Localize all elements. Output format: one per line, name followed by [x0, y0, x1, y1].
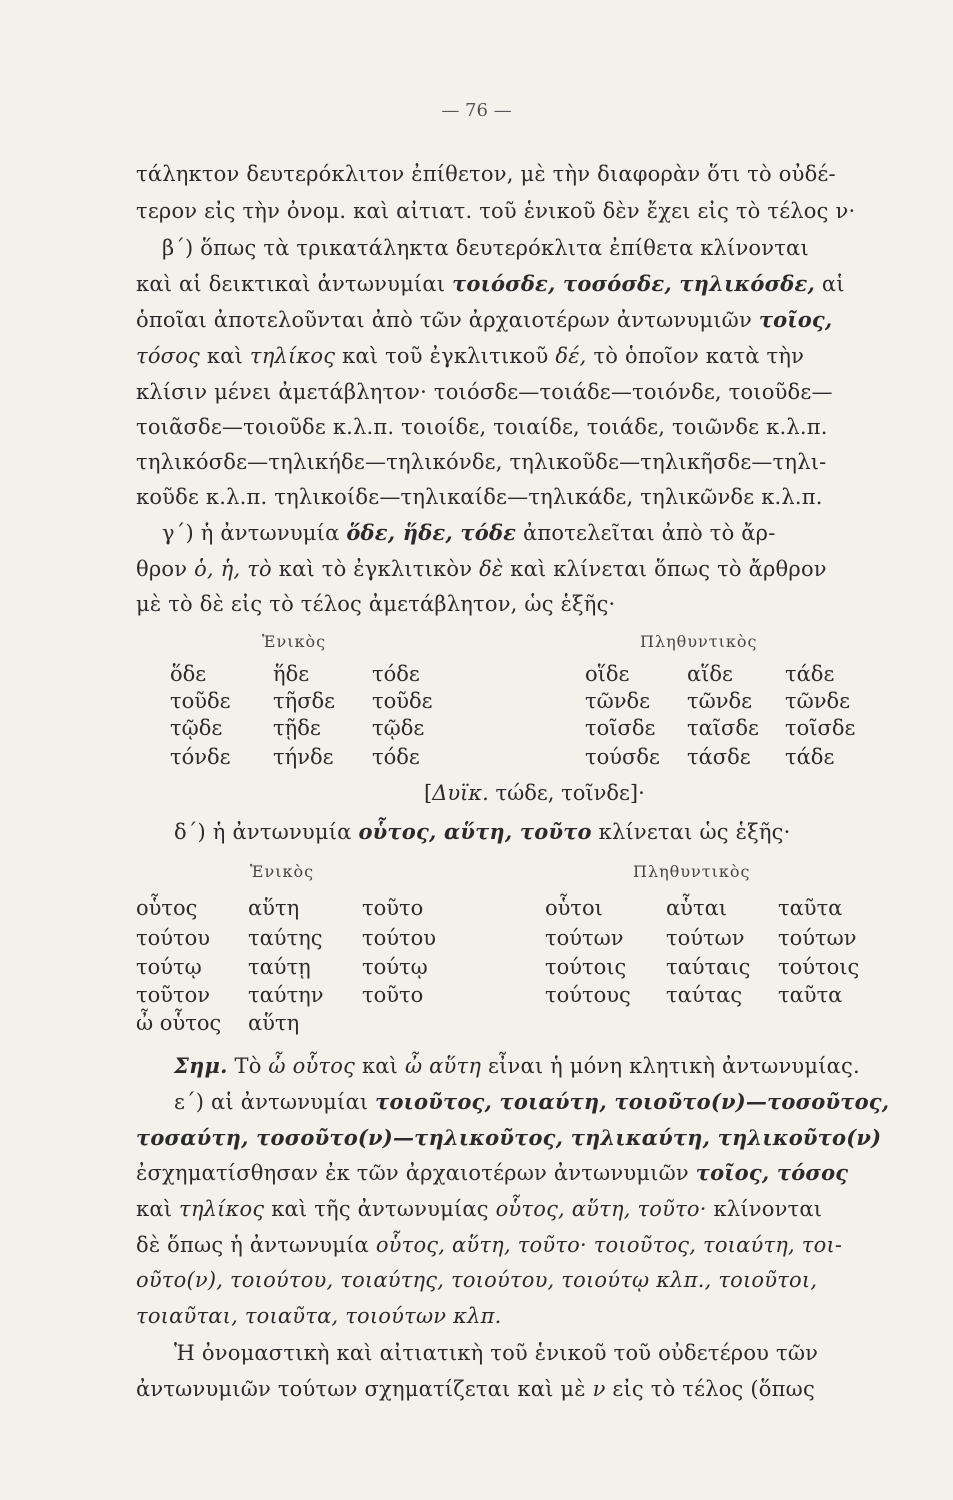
table-cell: τόδε — [372, 745, 420, 769]
table-cell: τῶνδε — [585, 689, 651, 713]
text-run: δὲ ὅπως ἡ ἀντωνυμία — [136, 1233, 376, 1257]
text-run: αἱ — [814, 272, 845, 296]
text-run: ἀποτελεῖται ἀπὸ τὸ ἄρ- — [516, 521, 776, 545]
text-line — [136, 270, 845, 298]
table-cell: ταύταις — [666, 955, 751, 979]
text-line: οῦτο(ν), τοιούτου, τοιαύτης, τοιούτου, τοιούτῳ κλπ., τοιοῦτοι, — [136, 1268, 818, 1292]
text-line: Ἡ ὀνομαστικὴ καὶ αἰτιατικὴ τοῦ ἑνικοῦ τοῦ οὐδετέρου τῶν — [174, 1341, 819, 1365]
text-line — [136, 1159, 848, 1187]
text-run: ε΄) αἱ ἀντωνυμίαι — [174, 1090, 376, 1114]
table-cell: τούτῳ — [136, 955, 202, 979]
table-cell: τούτοις — [545, 955, 627, 979]
singular-header: Ἑνικὸς — [250, 862, 315, 881]
table-cell: ταύτας — [666, 983, 743, 1007]
text-line — [136, 1375, 815, 1403]
text-line — [136, 1195, 822, 1223]
table-cell: τούτου — [136, 926, 211, 950]
table-cell: τοῦτο — [362, 983, 424, 1007]
text-run: καὶ αἱ δεικτικαὶ ἀντωνυμίαι — [136, 272, 453, 296]
table-cell: οὗτοι — [545, 896, 603, 920]
table-cell: τοῦτον — [136, 983, 211, 1007]
text-run: καὶ κλίνεται ὅπως τὸ ἄρθρον — [503, 557, 827, 581]
text-line: κοῦδε κ.λ.π. τηλικοίδε—τηλικαίδε—τηλικάδε, τηλικῶνδε κ.λ.π. — [136, 485, 823, 509]
table-cell: αὕτη — [248, 1011, 300, 1035]
table-cell: τοῖσδε — [785, 716, 856, 740]
emphasis-text: ὦ αὕτη — [404, 1054, 482, 1078]
text-line: τοιαῦται, τοιαῦτα, τοιούτων κλπ. — [136, 1304, 502, 1328]
table-cell: αὕτη — [248, 896, 300, 920]
emphasis-text: τοιοῦτος, τοιαύτη, τοιοῦτο(ν)—τοσοῦτος, — [375, 1089, 890, 1114]
table-cell: τούσδε — [585, 745, 660, 769]
text-run: καὶ τῆς ἀντωνυμίας — [264, 1197, 496, 1221]
table-cell: ταύτης — [248, 926, 323, 950]
table-cell: τάδε — [785, 745, 835, 769]
text-line — [136, 306, 832, 334]
text-run: ὁποῖαι ἀποτελοῦνται ἀπὸ τῶν ἀρχαιοτέρων ἀντωνυμιῶν — [136, 308, 759, 332]
table-cell: ὦ οὗτος — [136, 1011, 222, 1035]
table-cell: τῇδε — [273, 716, 321, 740]
text-line: τάληκτον δευτερόκλιτον ἐπίθετον, μὲ τὴν διαφορὰν ὅτι τὸ οὐδέ- — [136, 162, 836, 186]
text-line — [162, 519, 776, 547]
table-cell: τούτου — [362, 926, 437, 950]
text-run: κλίνεται ὡς ἑξῆς· — [591, 820, 791, 844]
text-line — [174, 1088, 889, 1116]
text-line: β΄) ὅπως τὰ τρικατάληκτα δευτερόκλιτα ἐπίθετα κλίνονται — [162, 236, 809, 260]
emphasis-text: ὅδε, ἥδε, τόδε — [346, 520, 517, 545]
text-line: τερον εἰς τὴν ὀνομ. καὶ αἰτιατ. τοῦ ἑνικοῦ δὲν ἔχει εἰς τὸ τέλος ν· — [136, 199, 856, 223]
plural-header: Πληθυντικὸς — [640, 632, 758, 651]
table-cell: ταύτῃ — [248, 955, 311, 979]
table-cell: τάδε — [785, 662, 835, 686]
table-cell: τοῦτο — [362, 896, 424, 920]
text-line: τοιᾶσδε—τοιοῦδε κ.λ.π. τοιοίδε, τοιαίδε, τοιάδε, τοιῶνδε κ.λ.π. — [136, 415, 828, 439]
table-cell: τόδε — [372, 662, 420, 686]
emphasis-text: οὗτος, αὕτη, τοῦτο — [358, 819, 592, 844]
table-cell: τοῖσδε — [585, 716, 656, 740]
dual-note — [424, 781, 645, 805]
text-run: καὶ — [200, 344, 250, 368]
table-cell: τούτων — [545, 926, 624, 950]
emphasis-text: ὦ οὗτος — [268, 1054, 356, 1078]
table-cell: αἵδε — [687, 662, 733, 686]
page-number: — 76 — — [441, 100, 512, 121]
text-run: τώδε, τοῖνδε]· — [488, 781, 645, 805]
text-run: θρον — [136, 557, 195, 581]
emphasis-text: τοιόσδε, τοσόσδε, τηλικόσδε, — [452, 271, 815, 296]
text-line — [136, 555, 827, 583]
text-run: δ΄) ἡ ἀντωνυμία — [174, 820, 359, 844]
table-cell: τῷδε — [170, 716, 223, 740]
emphasis-text: δέ, — [555, 344, 587, 368]
table-cell: τούτοις — [778, 955, 860, 979]
table-cell: τόνδε — [170, 745, 231, 769]
text-line — [136, 342, 804, 370]
emphasis-text: ν — [592, 1377, 606, 1401]
emphasis-text: τηλίκος — [249, 344, 336, 368]
table-cell: οἵδε — [585, 662, 630, 686]
text-run: καὶ — [355, 1054, 405, 1078]
table-cell: αὗται — [666, 896, 727, 920]
text-run: τὸ ὁποῖον κατὰ τὴν — [586, 344, 805, 368]
table-cell: ταύτην — [248, 983, 324, 1007]
emphasis-text: Δυϊκ. — [432, 781, 489, 805]
singular-header: Ἑνικὸς — [262, 632, 327, 651]
plural-header: Πληθυντικὸς — [633, 862, 751, 881]
text-run: κλίνονται — [706, 1197, 823, 1221]
text-line: κλίσιν μένει ἀμετάβλητον· τοιόσδε—τοιάδε—τοιόνδε, τοιοῦδε— — [136, 380, 833, 404]
table-cell: ἥδε — [273, 662, 310, 686]
text-run: ἐσχηματίσθησαν ἐκ τῶν ἀρχαιοτέρων ἀντωνυμιῶν — [136, 1161, 696, 1185]
table-cell: ταῖσδε — [687, 716, 759, 740]
table-cell: οὗτος — [136, 896, 198, 920]
text-run: Τὸ — [227, 1054, 269, 1078]
table-cell: τῶνδε — [785, 689, 851, 713]
text-run: εἰς τὸ τέλος (ὅπως — [605, 1377, 815, 1401]
text-line: μὲ τὸ δὲ εἰς τὸ τέλος ἀμετάβλητον, ὡς ἑξῆς· — [136, 592, 616, 616]
table-cell: τῷδε — [372, 716, 425, 740]
emphasis-text: οὗτος, αὕτη, τοῦτο· — [495, 1197, 707, 1221]
table-cell: τῶνδε — [687, 689, 753, 713]
emphasis-text: δὲ — [479, 557, 504, 581]
text-run: εἶναι ἡ μόνη κλητικὴ ἀντωνυμίας. — [481, 1054, 860, 1078]
text-run: [ — [424, 781, 433, 805]
emphasis-text: τηλίκος — [179, 1197, 265, 1221]
text-line — [174, 818, 790, 846]
table-cell: ταῦτα — [778, 983, 843, 1007]
emphasis-text: τοῖος, τόσος — [695, 1160, 849, 1185]
text-line: τηλικόσδε—τηλικήδε—τηλικόνδε, τηλικοῦδε—τηλικῆσδε—τηλι- — [136, 450, 827, 474]
emphasis-text: οὗτος, αὕτη, τοῦτο· τοιοῦτος, τοιαύτη, τοι- — [375, 1233, 843, 1257]
table-cell: τῆσδε — [273, 689, 336, 713]
table-cell: ταῦτα — [778, 896, 843, 920]
emphasis-text: τοῖος, — [758, 307, 833, 332]
table-cell: τάσδε — [687, 745, 751, 769]
text-run: καὶ τοῦ ἐγκλιτικοῦ — [335, 344, 556, 368]
text-run: γ΄) ἡ ἀντωνυμία — [162, 521, 347, 545]
note-line — [174, 1052, 860, 1080]
emphasis-text: τόσος — [136, 344, 200, 368]
table-cell: τούτων — [778, 926, 857, 950]
text-run: καὶ — [136, 1197, 180, 1221]
table-cell: τήνδε — [273, 745, 334, 769]
table-cell: τούτων — [666, 926, 745, 950]
text-run: ἀντωνυμιῶν τούτων σχηματίζεται καὶ μὲ — [136, 1377, 593, 1401]
text-line: τοσαύτη, τοσοῦτο(ν)—τηλικοῦτος, τηλικαύτη, τηλικοῦτο(ν) — [136, 1125, 882, 1150]
table-cell: τούτους — [545, 983, 631, 1007]
table-cell: ὅδε — [170, 662, 207, 686]
emphasis-text: ὁ, ἡ, τὸ — [194, 557, 272, 581]
table-cell: τούτῳ — [362, 955, 428, 979]
text-line — [136, 1231, 842, 1259]
table-cell: τοῦδε — [372, 689, 433, 713]
note-label: Σημ. — [174, 1053, 228, 1078]
table-cell: τοῦδε — [170, 689, 231, 713]
text-run: καὶ τὸ ἐγκλιτικὸν — [271, 557, 480, 581]
